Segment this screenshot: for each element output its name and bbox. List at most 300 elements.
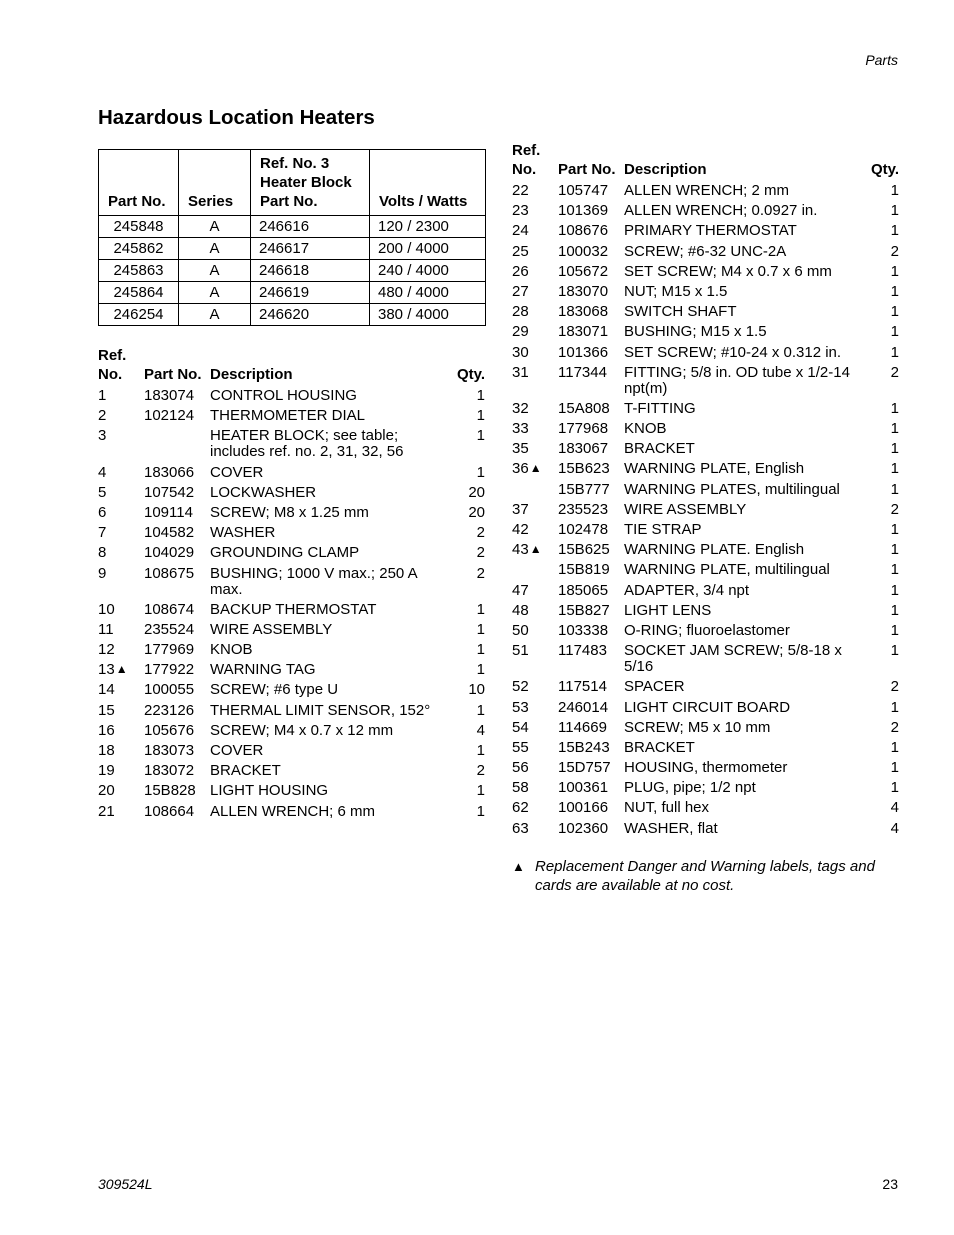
ref-no [512,324,558,340]
parts-list-row [512,542,899,562]
part-no: 15B625 [558,541,610,559]
parts-list-row [512,760,899,780]
ref-no-value: 11 [98,620,114,638]
description: WARNING PLATE, English [624,460,805,478]
cell-volts-watts: 380 / 4000 [370,304,486,326]
ref-no [512,264,558,280]
part-no: 108676 [558,222,609,240]
quantity: 4 [476,721,485,739]
ref-no [98,804,144,820]
part-no: 246014 [558,698,609,716]
cell-volts-watts: 120 / 2300 [370,216,486,238]
ref-no-value: 20 [98,782,115,800]
cell-heater-block: 246616 [251,216,370,238]
ref-no-value: 50 [512,621,529,639]
parts-list-row [98,622,485,642]
part-no: 105676 [144,721,195,739]
ref-no [98,703,144,719]
ref-no-value: 47 [512,581,529,599]
ref-no [98,723,144,739]
ref-no-value: 26 [512,262,529,280]
part-no: 177968 [558,420,609,438]
ref-no [512,441,558,457]
ref-no-value: 10 [98,600,115,618]
part-no: 183072 [144,762,195,780]
cell-part-no: 245848 [99,216,179,238]
ref-no [512,740,558,756]
ref-no-value: 54 [512,718,529,736]
warning-triangle-icon: ▲ [529,461,542,476]
cell-part-no: 246254 [99,304,179,326]
quantity: 1 [890,779,899,797]
quantity: 2 [476,524,485,542]
document-number: 309524L [98,1176,153,1192]
quantity: 1 [476,641,485,659]
part-no: 108675 [144,564,195,582]
description: SET SCREW; #10-24 x 0.312 in. [624,343,842,361]
ref-no [512,461,558,477]
ref-no-value: 24 [512,222,529,240]
ref-header-line2: No. [512,161,537,178]
description: WASHER [210,524,276,542]
parts-list-row [512,679,899,699]
ref-no [512,623,558,639]
description: COVER [210,463,264,481]
heater-table-row [99,304,486,326]
part-no: 235524 [144,620,195,638]
col-ref-line3: Part No. [260,193,318,210]
description: THERMOMETER DIAL [210,407,366,425]
description: BRACKET [210,762,281,780]
quantity: 1 [476,701,485,719]
description: GROUNDING CLAMP [210,544,360,562]
part-no: 114669 [558,718,607,736]
ref-no-header [512,141,558,179]
part-no: 183073 [144,742,195,759]
ref-no-value: 12 [98,641,115,659]
ref-no [98,545,144,561]
parts-list-row [512,720,899,740]
ref-no-value: 2 [98,407,107,425]
part-no: 15B819 [558,561,610,579]
ref-no-value: 7 [98,524,107,542]
description: BRACKET [624,738,695,756]
ref-no [512,183,558,199]
description: SCREW; M4 x 0.7 x 12 mm [210,721,394,739]
part-no: 117344 [558,363,607,381]
ref-no [512,720,558,736]
heater-table-row [99,282,486,304]
quantity: 20 [468,503,485,521]
description: SCREW; #6 type U [210,681,339,699]
ref-no [98,408,144,424]
ref-no-value: 27 [512,282,529,300]
description: PRIMARY THERMOSTAT [624,222,797,240]
quantity: 1 [890,323,899,341]
ref-no-value: 62 [512,799,529,817]
ref-no-value: 5 [98,483,107,501]
description: SCREW; #6-32 UNC-2A [624,242,787,260]
warning-triangle-icon: ▲ [115,662,128,677]
cell-heater-block: 246617 [251,238,370,260]
ref-no-value: 19 [98,762,115,780]
cell-series: A [179,304,251,326]
parts-list-header [98,346,485,384]
part-no: 101369 [558,202,609,220]
quantity: 20 [468,483,485,501]
ref-header-line2: No. [98,366,123,383]
quantity: 1 [476,463,485,481]
ref-no-value: 16 [98,721,115,739]
ref-no-value: 55 [512,738,529,756]
parts-list-row [512,284,899,304]
warning-footnote [512,857,902,895]
description: WARNING PLATE, multilingual [624,561,830,579]
description: T-FITTING [624,399,696,417]
parts-list-row [512,421,899,441]
parts-list-row [98,388,485,408]
ref-no [512,223,558,239]
col-volts-watts: Volts / Watts [370,150,486,216]
quantity: 10 [468,681,485,699]
parts-list-row [98,525,485,545]
parts-list-row [512,345,899,365]
description: THERMAL LIMIT SENSOR, 152° [210,701,431,719]
parts-list-row [512,821,899,841]
ref-no [512,244,558,260]
ref-no [512,760,558,776]
part-no: 105747 [558,182,609,199]
description: SCREW; M5 x 10 mm [624,718,771,736]
cell-volts-watts: 240 / 4000 [370,260,486,282]
part-no: 105672 [558,262,609,280]
parts-list-header [512,141,899,179]
part-no: 15B243 [558,738,610,756]
ref-no [512,365,558,397]
part-no-header: Part No. [558,161,616,178]
cell-heater-block: 246620 [251,304,370,326]
ref-no-value: 56 [512,759,529,777]
description: HEATER BLOCK; see table; includes ref. no. 2, 31, 32, 56 [210,427,404,461]
part-no: 183067 [558,440,609,458]
ref-no-value: 3 [98,427,107,445]
ref-no-value: 35 [512,440,529,458]
parts-list-row [512,223,899,243]
part-no: 100055 [144,681,195,699]
cell-series: A [179,260,251,282]
part-no: 177969 [144,641,195,659]
parts-list-row [512,562,899,582]
quantity: 1 [476,802,485,820]
description: LIGHT LENS [624,601,712,619]
ref-no-value: 25 [512,242,529,260]
ref-no [98,388,144,404]
quantity: 1 [890,642,899,660]
description: SET SCREW; M4 x 0.7 x 6 mm [624,262,832,280]
part-no: 15B827 [558,601,610,619]
ref-header-line1: Ref. [98,347,127,364]
ref-no-value: 1 [98,387,107,404]
description: COVER [210,742,264,759]
parts-list-row [98,465,485,485]
description: O-RING; fluoroelastomer [624,621,790,639]
description: SPACER [624,678,685,696]
ref-no [98,602,144,618]
ref-no-value: 15 [98,701,115,719]
part-no: 104029 [144,544,195,562]
ref-no [512,800,558,816]
quantity: 1 [890,282,899,300]
parts-list-row [98,723,485,743]
parts-list-row [98,662,485,682]
part-no: 100032 [558,242,609,260]
description: NUT; M15 x 1.5 [624,282,728,300]
parts-list-row [98,602,485,622]
ref-no [512,304,558,320]
part-no: 107542 [144,483,195,501]
qty-header: Qty. [456,366,485,383]
ref-no-value: 43 [512,541,529,559]
ref-no [98,485,144,501]
ref-no [98,682,144,698]
ref-no-value: 4 [98,463,107,481]
description: LOCKWASHER [210,483,317,501]
description: KNOB [624,420,667,438]
part-no: 100166 [558,799,609,817]
part-no: 183071 [558,323,609,341]
warning-triangle-icon: ▲ [529,542,542,557]
description: CONTROL HOUSING [210,387,357,404]
cell-series: A [179,238,251,260]
ref-no-value: 33 [512,420,529,438]
ref-no [512,643,558,675]
parts-list-row [98,566,485,602]
part-no: 183066 [144,463,195,481]
ref-no-value: 29 [512,323,529,341]
cell-part-no: 245864 [99,282,179,304]
section-header: Parts [865,52,898,68]
part-no: 177922 [144,661,195,679]
quantity: 1 [890,202,899,220]
cell-series: A [179,216,251,238]
parts-list-row [98,485,485,505]
description: BUSHING; M15 x 1.5 [624,323,767,341]
description: WIRE ASSEMBLY [624,500,747,518]
ref-no [512,522,558,538]
part-no: 15B828 [144,782,196,800]
parts-list-row [512,203,899,223]
quantity: 2 [890,718,899,736]
quantity: 1 [890,182,899,199]
col-series: Series [179,150,251,216]
description: ALLEN WRENCH; 6 mm [210,802,376,820]
part-no: 102478 [558,521,609,538]
footnote-text: Replacement Danger and Warning labels, tags and cards are available at no cost. [535,858,875,894]
parts-list-row [512,304,899,324]
ref-no-value: 8 [98,544,107,562]
description: SOCKET JAM SCREW; 5/8-18 x 5/16 [624,642,842,676]
parts-list-row [98,743,485,763]
ref-no [512,780,558,796]
parts-list-row [512,643,899,679]
col-heater-block-part-no [251,150,370,216]
ref-no-value: 28 [512,303,529,321]
description: BUSHING; 1000 V max.; 250 A max. [210,564,417,598]
cell-heater-block: 246618 [251,260,370,282]
description: WASHER, flat [624,819,718,837]
description: ALLEN WRENCH; 0.0927 in. [624,202,818,220]
part-no: 223126 [144,701,195,719]
part-no: 183070 [558,282,609,300]
quantity: 1 [476,387,485,404]
parts-list-row [512,522,899,542]
description: LIGHT HOUSING [210,782,329,800]
ref-no [512,603,558,619]
parts-list-row [512,365,899,401]
quantity: 1 [890,561,899,579]
part-no-header: Part No. [144,366,202,383]
description: FITTING; 5/8 in. OD tube x 1/2-14 npt(m) [624,363,850,397]
part-no: 103338 [558,621,609,639]
part-no: 100361 [558,779,609,797]
parts-list-row [98,783,485,803]
quantity: 1 [890,343,899,361]
part-no: 15B777 [558,480,610,498]
description: WIRE ASSEMBLY [210,620,333,638]
part-no: 108674 [144,600,195,618]
heater-table-row [99,216,486,238]
ref-no [98,743,144,759]
ref-no-value: 53 [512,698,529,716]
quantity: 1 [890,698,899,716]
ref-no [512,203,558,219]
quantity: 1 [890,601,899,619]
part-no: 183068 [558,303,609,321]
quantity: 1 [890,222,899,240]
description-header: Description [624,161,707,178]
quantity: 1 [476,600,485,618]
part-no: 15A808 [558,399,610,417]
ref-no-value: 21 [98,802,115,820]
ref-no-value: 13 [98,661,115,679]
quantity: 1 [476,407,485,425]
heater-table [98,149,486,326]
part-no: 108664 [144,802,195,820]
description: ADAPTER, 3/4 npt [624,581,750,599]
quantity: 1 [890,460,899,478]
part-no: 15D757 [558,759,611,777]
description: HOUSING, thermometer [624,759,788,777]
ref-no [512,284,558,300]
qty-header: Qty. [870,161,899,178]
quantity: 1 [890,738,899,756]
description: TIE STRAP [624,521,702,538]
part-no: 183074 [144,387,195,404]
description: PLUG, pipe; 1/2 npt [624,779,756,797]
quantity: 1 [890,440,899,458]
parts-list-row [512,623,899,643]
ref-no-value: 52 [512,678,529,696]
quantity: 2 [890,500,899,518]
parts-list-row [98,642,485,662]
parts-list-right [512,141,899,841]
quantity: 1 [476,782,485,800]
quantity: 1 [890,420,899,438]
parts-list-row [512,441,899,461]
quantity: 1 [476,661,485,679]
description: WARNING PLATES, multilingual [624,480,840,498]
quantity: 1 [890,399,899,417]
parts-list-row [98,682,485,702]
ref-no [512,562,558,578]
quantity: 1 [476,620,485,638]
parts-list-row [512,740,899,760]
ref-no [512,401,558,417]
ref-no-value: 9 [98,564,107,582]
quantity: 1 [890,521,899,538]
parts-list-row [512,780,899,800]
ref-no [98,566,144,598]
ref-no [98,428,144,460]
description: SWITCH SHAFT [624,303,737,321]
ref-no-value: 32 [512,399,529,417]
col-ref-line2: Heater Block [260,174,352,191]
ref-no [512,583,558,599]
quantity: 2 [476,544,485,562]
description: WARNING PLATE. English [624,541,805,559]
part-no: 117514 [558,678,607,696]
col-part-no: Part No. [99,150,179,216]
cell-volts-watts: 200 / 4000 [370,238,486,260]
part-no: 102124 [144,407,195,425]
quantity: 4 [890,819,899,837]
quantity: 2 [890,242,899,260]
parts-list-row [512,401,899,421]
ref-no-value: 6 [98,503,107,521]
ref-no [98,783,144,799]
parts-list-row [512,244,899,264]
parts-list-row [98,408,485,428]
parts-list-row [98,545,485,565]
parts-list-row [98,763,485,783]
col-ref-line1: Ref. No. 3 [260,155,330,172]
quantity: 2 [476,564,485,582]
page-title: Hazardous Location Heaters [98,106,375,129]
ref-no-value: 18 [98,742,115,759]
description-header: Description [210,366,293,383]
parts-list-row [512,482,899,502]
ref-no [512,542,558,558]
ref-no-value: 23 [512,202,529,220]
ref-no-value: 22 [512,182,529,199]
parts-list-row [512,461,899,481]
quantity: 1 [890,262,899,280]
part-no: 102360 [558,819,609,837]
quantity: 1 [890,581,899,599]
parts-list-row [512,603,899,623]
ref-no [98,465,144,481]
ref-no [98,662,144,678]
parts-list-row [98,703,485,723]
ref-no-value: 51 [512,642,529,660]
quantity: 1 [890,303,899,321]
parts-list-row [512,502,899,522]
parts-list-row [512,324,899,344]
ref-no [512,345,558,361]
description: ALLEN WRENCH; 2 mm [624,182,790,199]
ref-no [98,763,144,779]
parts-list-row [98,505,485,525]
